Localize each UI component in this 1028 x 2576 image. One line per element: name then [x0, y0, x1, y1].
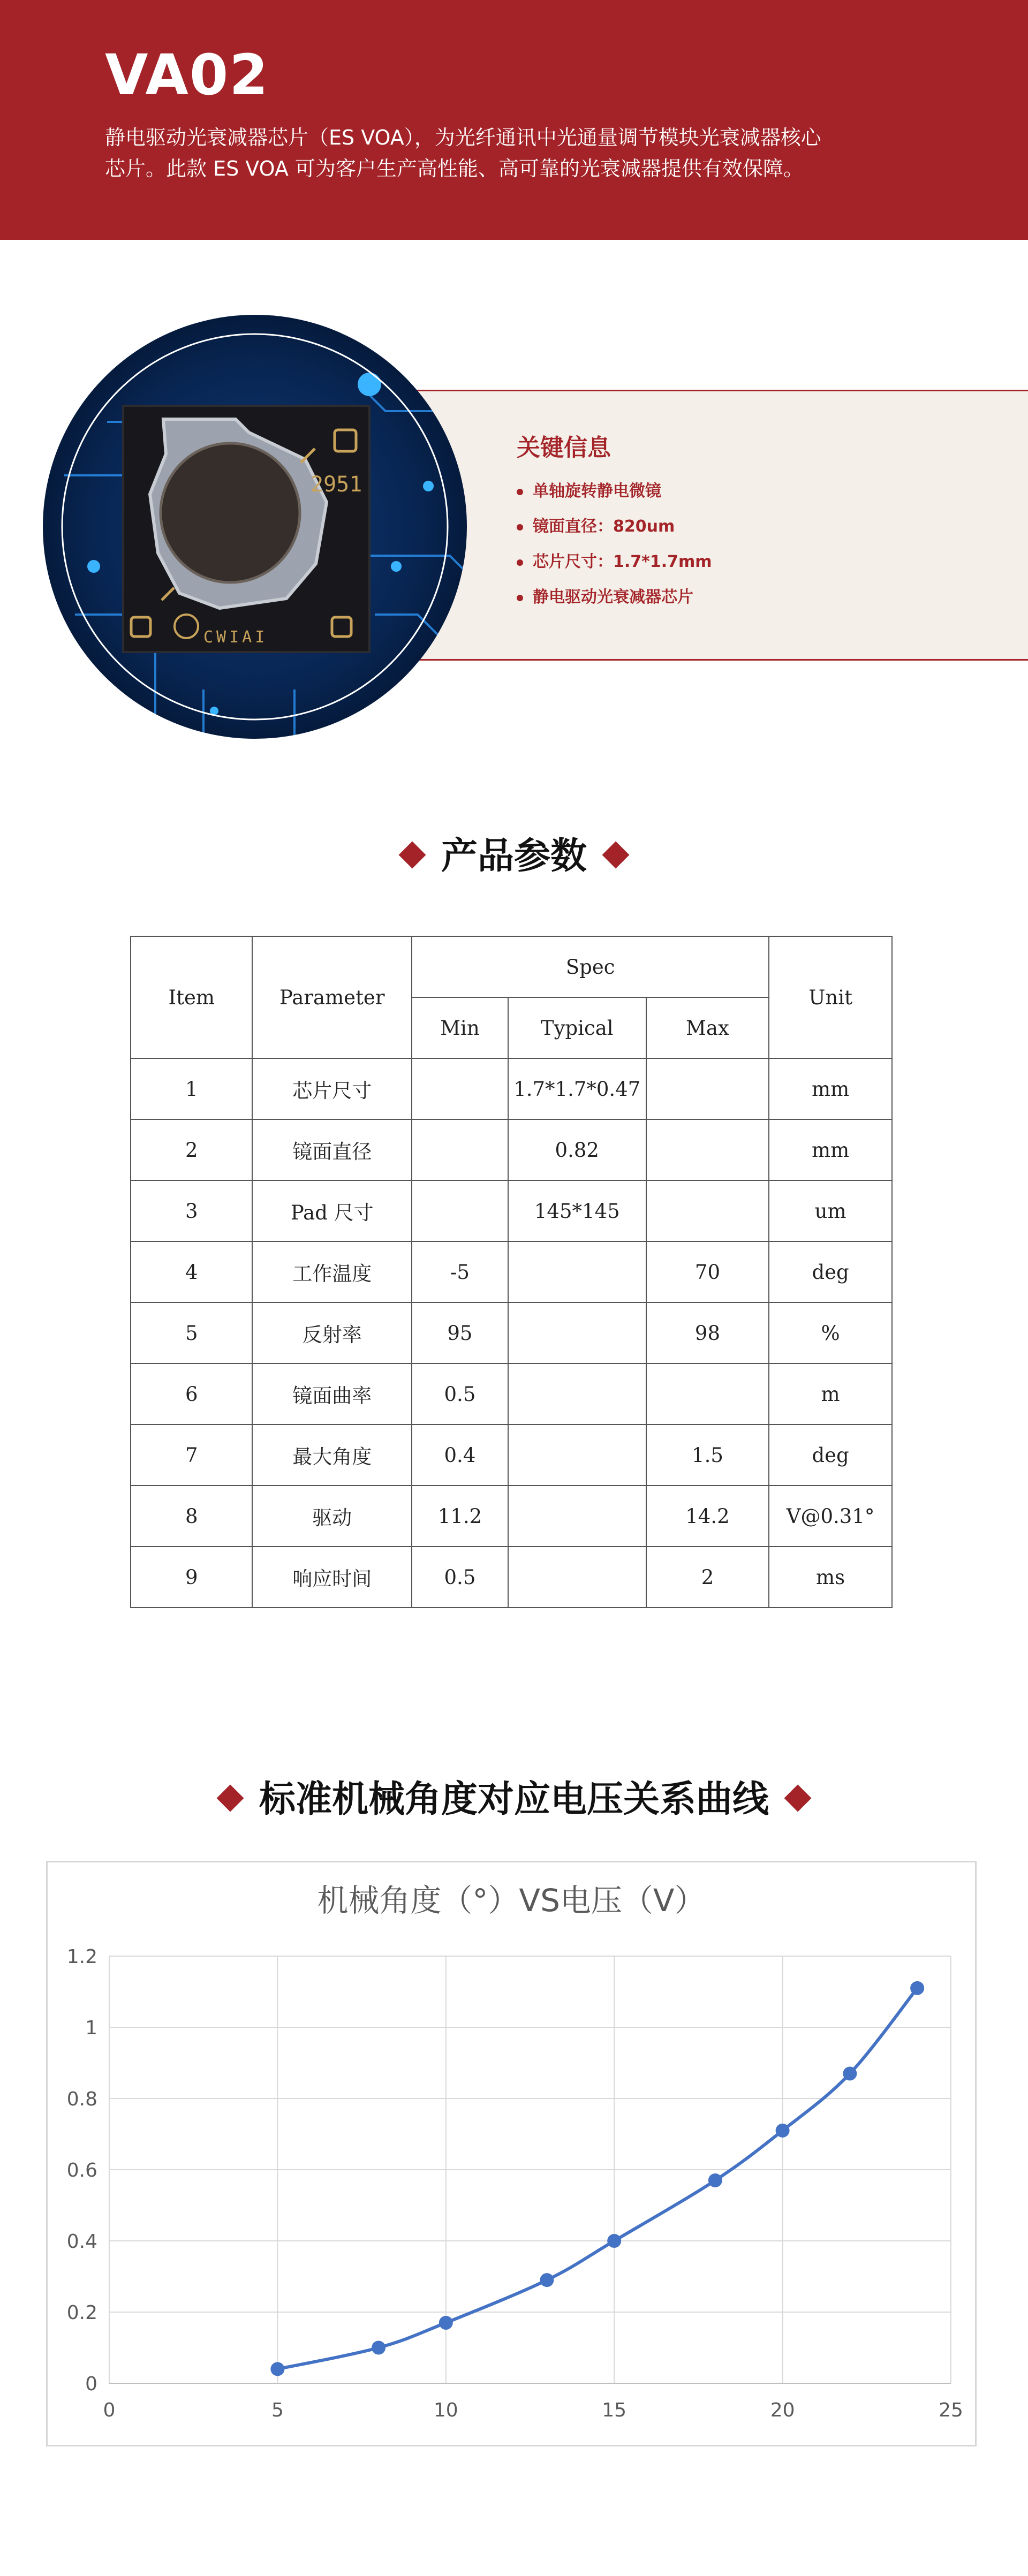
cell-typical [508, 1241, 646, 1302]
product-title: VA02 [105, 42, 269, 108]
cell-typical [508, 1302, 646, 1363]
cell-min: 0.4 [412, 1425, 508, 1486]
y-tick-label: 1 [85, 2017, 97, 2039]
cell-item: 6 [131, 1363, 252, 1425]
cell-max: 1.5 [646, 1425, 769, 1486]
cell-typical: 145*145 [508, 1180, 646, 1241]
cell-item: 5 [131, 1302, 252, 1363]
cell-min [412, 1119, 508, 1180]
cell-max: 2 [646, 1547, 769, 1608]
cell-typical: 1.7*1.7*0.47 [508, 1058, 646, 1119]
key-info-item: 单轴旋转静电微镜 [517, 474, 712, 509]
chip-marking-name: CWIAI [203, 628, 268, 647]
diamond-icon [217, 1785, 244, 1812]
data-point [776, 2124, 790, 2138]
header-min: Min [412, 997, 508, 1058]
cell-typical [508, 1363, 646, 1425]
key-info-list [517, 474, 712, 615]
diamond-icon [602, 842, 630, 869]
data-point [708, 2173, 722, 2187]
cell-max [646, 1119, 769, 1180]
header-max: Max [646, 997, 769, 1058]
curve-heading: 标准机械角度对应电压关系曲线 [0, 1770, 1028, 1822]
cell-item: 2 [131, 1119, 252, 1180]
chart-title: 机械角度（°）VS电压（V） [317, 1882, 706, 1919]
cell-parameter: 镜面曲率 [252, 1363, 412, 1425]
cell-max: 98 [646, 1302, 769, 1363]
cell-unit: V@0.31° [769, 1486, 892, 1547]
header-banner [0, 0, 1028, 240]
y-tick-label: 1.2 [66, 1946, 97, 1968]
diamond-icon [399, 842, 426, 869]
cell-min [412, 1058, 508, 1119]
table-row [131, 1058, 892, 1119]
chip-image [43, 315, 467, 739]
bullet-icon [517, 489, 523, 495]
x-tick-label: 0 [103, 2399, 116, 2421]
cell-parameter: 反射率 [252, 1302, 412, 1363]
table-row [131, 1547, 892, 1608]
product-description: 静电驱动光衰减器芯片（ES VOA），为光纤通讯中光通量调节模块光衰减器核心芯片。此款 ES VOA 可为客户生产高性能、高可靠的光衰减器提供有效保障。 [105, 126, 821, 180]
data-point [270, 2362, 284, 2376]
cell-min: 11.2 [412, 1486, 508, 1547]
cell-item: 8 [131, 1486, 252, 1547]
data-point [843, 2066, 857, 2080]
diamond-icon [784, 1785, 812, 1812]
data-point [372, 2341, 386, 2355]
table-row [131, 1180, 892, 1241]
bullet-icon [517, 559, 523, 566]
cell-unit: % [769, 1302, 892, 1363]
bullet-icon [517, 524, 523, 531]
cell-min: 0.5 [412, 1363, 508, 1425]
spec-table [130, 936, 893, 1608]
x-tick-label: 5 [271, 2399, 284, 2421]
x-tick-label: 15 [602, 2399, 627, 2421]
x-tick-label: 10 [433, 2399, 458, 2421]
cell-unit: deg [769, 1241, 892, 1302]
cell-item: 4 [131, 1241, 252, 1302]
header-parameter: Parameter [252, 936, 412, 1058]
key-info-item: 镜面直径：820um [517, 509, 712, 544]
cell-min: 0.5 [412, 1547, 508, 1608]
cell-unit: um [769, 1180, 892, 1241]
y-tick-label: 0.6 [66, 2160, 97, 2181]
table-row [131, 1241, 892, 1302]
cell-max [646, 1058, 769, 1119]
cell-min [412, 1180, 508, 1241]
chip-marking-code: 2951 [311, 472, 362, 497]
cell-parameter: 芯片尺寸 [252, 1058, 412, 1119]
bullet-icon [517, 595, 523, 601]
cell-max [646, 1180, 769, 1241]
cell-min: 95 [412, 1302, 508, 1363]
key-info-item: 静电驱动光衰减器芯片 [517, 580, 712, 615]
cell-unit: m [769, 1363, 892, 1425]
data-point [910, 1981, 924, 1995]
data-point [439, 2316, 453, 2330]
cell-parameter: 最大角度 [252, 1425, 412, 1486]
x-tick-label: 20 [770, 2399, 795, 2421]
x-tick-label: 25 [939, 2399, 963, 2421]
table-row [131, 1425, 892, 1486]
cell-unit: mm [769, 1119, 892, 1180]
table-row [131, 1302, 892, 1363]
cell-typical [508, 1547, 646, 1608]
cell-parameter: 镜面直径 [252, 1119, 412, 1180]
cell-parameter: Pad 尺寸 [252, 1180, 412, 1241]
data-point [540, 2273, 554, 2287]
cell-parameter: 工作温度 [252, 1241, 412, 1302]
table-row [131, 1119, 892, 1180]
cell-parameter: 驱动 [252, 1486, 412, 1547]
y-tick-label: 0.4 [66, 2231, 97, 2253]
angle-voltage-chart [46, 1861, 977, 2446]
table-row [131, 1486, 892, 1547]
cell-max: 70 [646, 1241, 769, 1302]
data-point [607, 2234, 621, 2248]
cell-typical [508, 1425, 646, 1486]
cell-max [646, 1363, 769, 1425]
cell-item: 1 [131, 1058, 252, 1119]
y-tick-label: 0 [85, 2373, 97, 2395]
table-row [131, 1363, 892, 1425]
cell-unit: mm [769, 1058, 892, 1119]
mirror-surface [161, 443, 300, 582]
cell-typical [508, 1486, 646, 1547]
cell-max: 14.2 [646, 1486, 769, 1547]
cell-item: 7 [131, 1425, 252, 1486]
table-header-row [131, 936, 892, 997]
cell-unit: ms [769, 1547, 892, 1608]
header-unit: Unit [769, 936, 892, 1058]
y-tick-label: 0.2 [66, 2302, 97, 2324]
header-typical: Typical [508, 997, 646, 1058]
header-item: Item [131, 936, 252, 1058]
cell-parameter: 响应时间 [252, 1547, 412, 1608]
key-info-title: 关键信息 [517, 434, 611, 461]
params-heading: 产品参数 [0, 827, 1028, 879]
cell-min: -5 [412, 1241, 508, 1302]
key-info-band [407, 390, 1028, 661]
cell-item: 3 [131, 1180, 252, 1241]
cell-typical: 0.82 [508, 1119, 646, 1180]
cell-item: 9 [131, 1547, 252, 1608]
cell-unit: deg [769, 1425, 892, 1486]
key-info-item: 芯片尺寸：1.7*1.7mm [517, 544, 712, 580]
y-tick-label: 0.8 [66, 2088, 97, 2110]
header-spec: Spec [412, 936, 769, 997]
